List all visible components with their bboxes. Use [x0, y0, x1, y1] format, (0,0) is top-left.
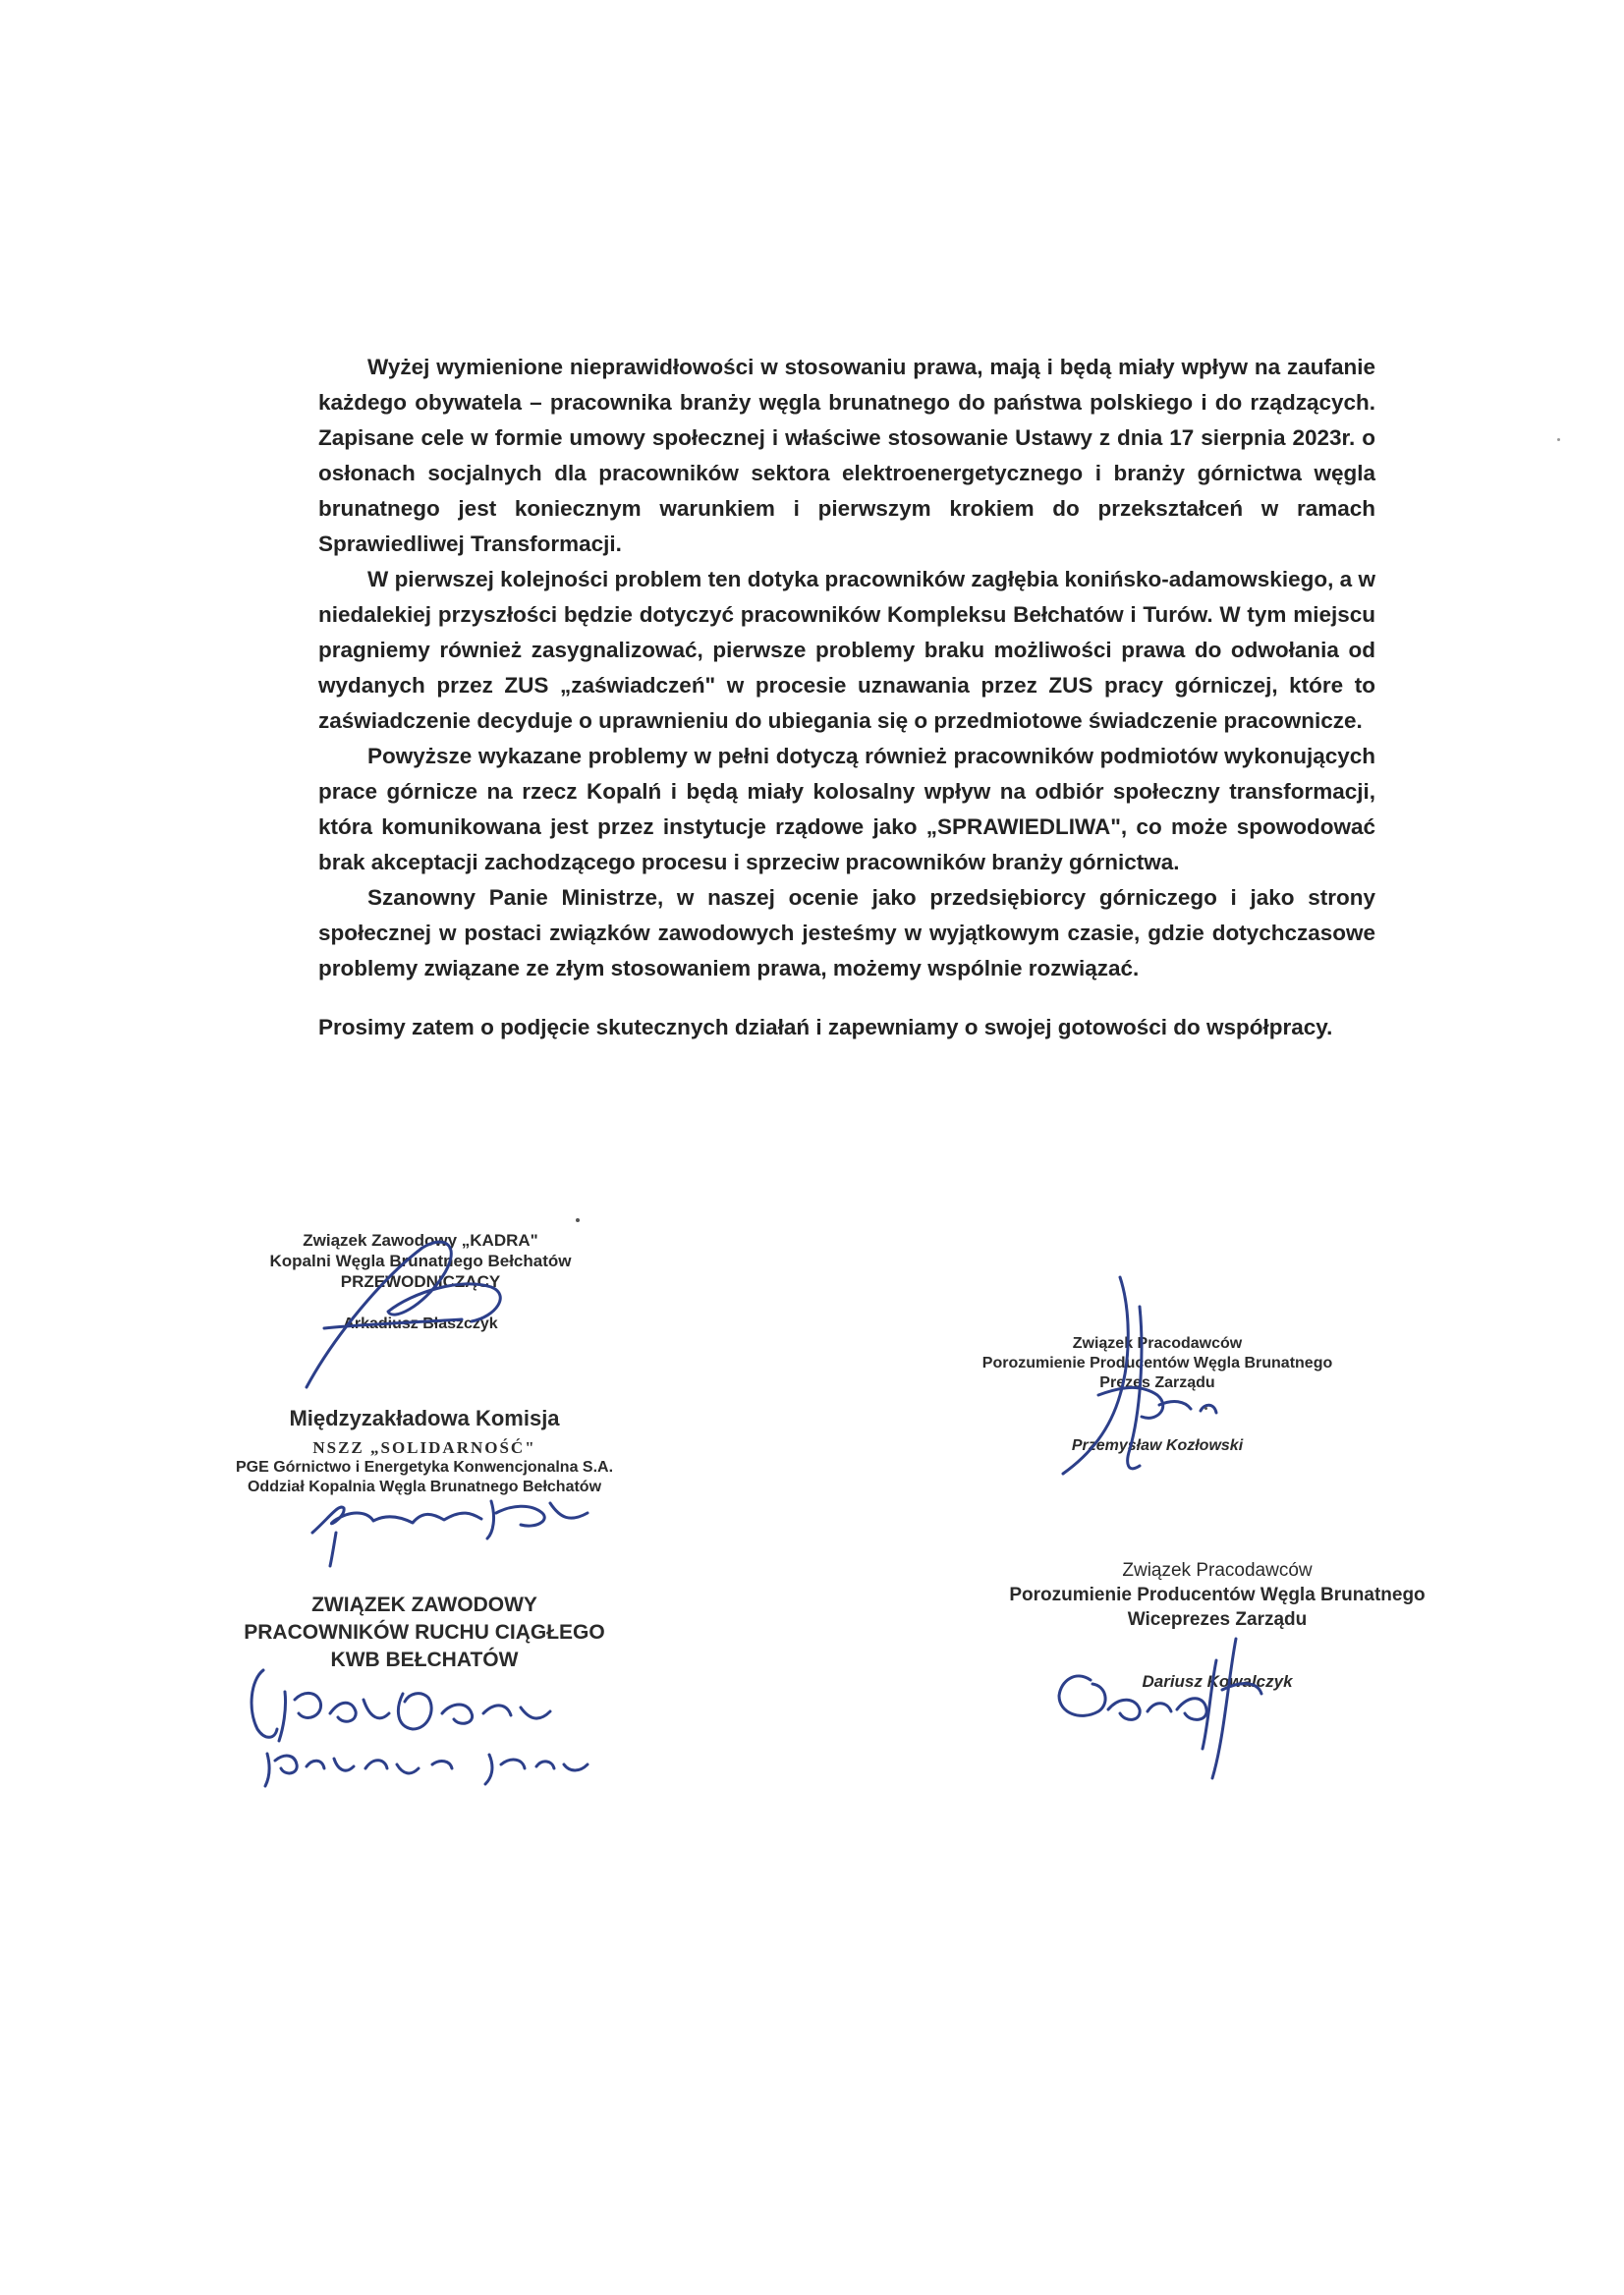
signature-zpp-wiceprezes-stroke-2 [1108, 1699, 1206, 1720]
scan-speck [1204, 1407, 1207, 1410]
signature-ruch-stroke-2 [279, 1692, 389, 1741]
solidarnosc-nszz: NSZZ „SOLIDARNOŚĆ" [312, 1438, 536, 1457]
signature-solidarnosc-stroke-2 [487, 1501, 588, 1539]
signature-block-solidarnosc [218, 1405, 631, 1497]
signature-block-kadra [244, 1230, 597, 1334]
kadra-mine-name: Kopalni Węgla Brunatnego Bełchatów [269, 1252, 572, 1270]
zpp-prezes-signer-name: Przemysław Kozłowski [1071, 1437, 1244, 1454]
zpp-wiceprezes-role: Wiceprezes Zarządu [1127, 1609, 1308, 1630]
solidarnosc-company: PGE Górnictwo i Energetyka Konwencjonalna S.A. [235, 1459, 614, 1476]
signature-block-zpp-prezes [951, 1334, 1364, 1456]
paragraph-3: Powyższe wykazane problemy w pełni dotyczą również pracowników podmiotów wykonujących prace górnicze na rzecz Kopalń i będą miały kolosalny wpływ na odbiór społeczny transformacji, która komunikowana jest przez instytucje rządowe jako „SPRAWIEDLIWA", co może spowodować brak akceptacji zachodzącego procesu i sprzeciw pracowników branży górnictwa. [318, 744, 1375, 874]
zpp-prezes-role: Prezes Zarządu [1099, 1374, 1215, 1391]
signature-block-zpp-wiceprezes [986, 1558, 1448, 1694]
ruch-mine: KWB BEŁCHATÓW [330, 1649, 519, 1671]
ruch-union-name: ZWIĄZEK ZAWODOWY [311, 1594, 537, 1616]
solidarnosc-title: Międzyzakładowa Komisja [289, 1406, 560, 1430]
closing-line: Prosimy zatem o podjęcie skutecznych działań i zapewniamy o swojej gotowości do współpracy. [318, 1015, 1333, 1039]
zpp-wiceprezes-org-sub: Porozumienie Producentów Węgla Brunatnego [1009, 1585, 1426, 1605]
kadra-role: PRZEWODNICZĄCY [340, 1272, 501, 1291]
ruch-union-sub: PRACOWNIKÓW RUCHU CIĄGŁEGO [244, 1621, 605, 1644]
letter-body [318, 350, 1375, 1045]
signature-solidarnosc-stroke-3 [330, 1533, 336, 1566]
zpp-prezes-org-sub: Porozumienie Producentów Węgla Brunatnego [981, 1355, 1333, 1371]
signature-ruch-stroke-3 [398, 1694, 550, 1729]
signature-solidarnosc-stroke [312, 1507, 481, 1533]
scan-speck [576, 1218, 580, 1222]
zpp-wiceprezes-signer-name: Dariusz Kowalczyk [1142, 1672, 1293, 1691]
signature-ruch-stroke-4 [265, 1754, 588, 1786]
signature-block-ruch-ciaglego [218, 1592, 631, 1674]
paragraph-1: Wyżej wymienione nieprawidłowości w stosowaniu prawa, mają i będą miały wpływ na zaufanie każdego obywatela – pracownika branży węgla brunatnego do państwa polskiego i do rządzących. Zapisane cele w formie umowy społecznej i właściwe stosowanie Ustawy z dnia 17 sierpnia 2023r. o osłonach socjalnych dla pracowników sektora elektroenergetycznego i branży górnictwa węgla brunatnego jest koniecznym warunkiem i pierwszym krokiem do przekształceń w ramach Sprawiedliwej Transformacji. [318, 355, 1375, 556]
kadra-union-name: Związek Zawodowy „KADRA" [303, 1231, 538, 1250]
scan-speck [1557, 438, 1560, 441]
paragraph-4: Szanowny Panie Ministrze, w naszej ocenie jako przedsiębiorcy górniczego i jako strony społecznej w postaci związków zawodowych jesteśmy w wyjątkowym czasie, gdzie dotychczasowe problemy związane ze złym stosowaniem prawa, możemy wspólnie rozwiązać. [318, 885, 1375, 980]
signature-ruch-stroke [252, 1670, 277, 1737]
kadra-signer-name: Arkadiusz Błaszczyk [343, 1315, 498, 1332]
paragraph-2: W pierwszej kolejności problem ten dotyka pracowników zagłębia konińsko-adamowskiego, a w niedalekiej przyszłości będzie dotyczyć pracowników Kompleksu Bełchatów i Turów. W tym miejscu pragniemy również zasygnalizować, pierwsze problemy braku możliwości prawa do odwołania od wydanych przez ZUS „zaświadczeń" w procesie uznawania przez ZUS pracy górniczej, które to zaświadczenie decyduje o uprawnieniu do ubiegania się o przedmiotowe świadczenie pracownicze. [318, 567, 1375, 733]
solidarnosc-branch: Oddział Kopalnia Węgla Brunatnego Bełchatów [247, 1479, 602, 1495]
zpp-prezes-org: Związek Pracodawców [1072, 1335, 1243, 1352]
zpp-wiceprezes-org: Związek Pracodawców [1122, 1560, 1313, 1581]
